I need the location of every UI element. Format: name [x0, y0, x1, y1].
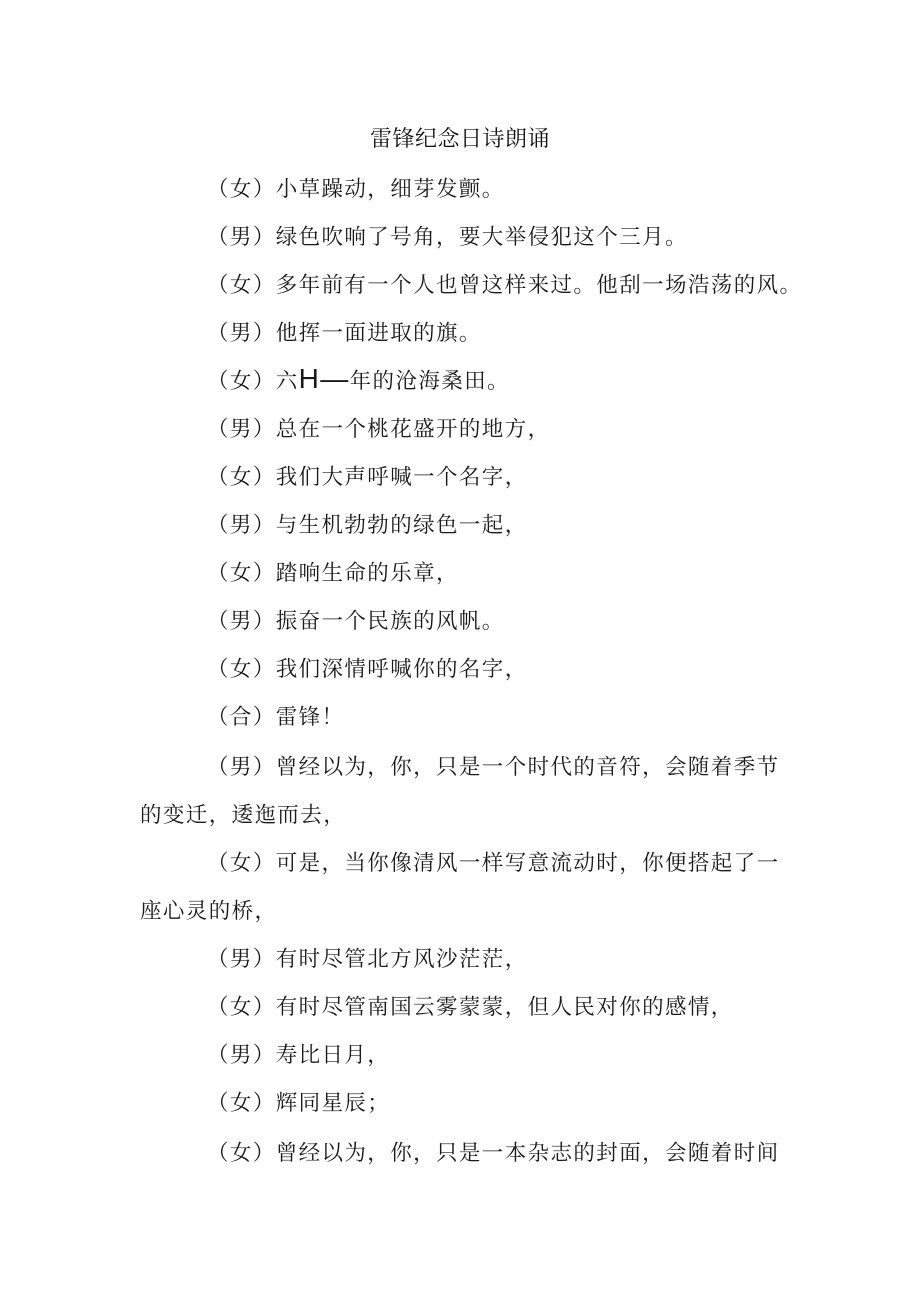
poem-line: （男）寿比日月， — [207, 1043, 391, 1068]
poem-line: （女）小草躁动，细芽发颤。 — [207, 177, 505, 202]
poem-line: （女）多年前有一个人也曾这样来过。他刮一场浩荡的风。 — [207, 273, 803, 298]
poem-line-part: 年的沧海桑田。 — [349, 369, 510, 394]
poem-line: 的变迁，逶迤而去， — [140, 803, 347, 828]
poem-line: （男）有时尽管北方风沙茫茫， — [207, 947, 528, 972]
poem-line: （男）曾经以为，你，只是一个时代的音符，会随着季节 — [207, 755, 780, 780]
poem-line-glyph: H— — [298, 363, 350, 394]
poem-line: （男）与生机勃勃的绿色一起， — [207, 513, 528, 538]
poem-line: （女）辉同星辰； — [207, 1091, 391, 1116]
poem-line — [207, 364, 510, 400]
poem-line: （女）我们大声呼喊一个名字， — [207, 465, 528, 490]
poem-line: （合）雷锋！ — [207, 705, 345, 730]
poem-line: （女）踏响生命的乐章， — [207, 561, 459, 586]
poem-line: （男）绿色吹响了号角，要大举侵犯这个三月。 — [207, 225, 688, 250]
document-title: 雷锋纪念日诗朗诵 — [369, 127, 550, 152]
poem-line: （男）他挥一面进取的旗。 — [207, 321, 482, 346]
poem-line: 座心灵的桥， — [140, 899, 278, 924]
poem-line: （女）有时尽管南国云雾蒙蒙，但人民对你的感情， — [207, 995, 734, 1020]
poem-line: （女）可是，当你像清风一样写意流动时，你便搭起了一 — [207, 851, 780, 876]
poem-line-part: （女）六 — [207, 369, 299, 394]
poem-line: （女）我们深情呼喊你的名字， — [207, 657, 528, 682]
poem-line: （男）振奋一个民族的风帆。 — [207, 609, 505, 634]
poem-line: （男）总在一个桃花盛开的地方， — [207, 417, 551, 442]
poem-line: （女）曾经以为，你，只是一本杂志的封面，会随着时间 — [207, 1141, 780, 1166]
